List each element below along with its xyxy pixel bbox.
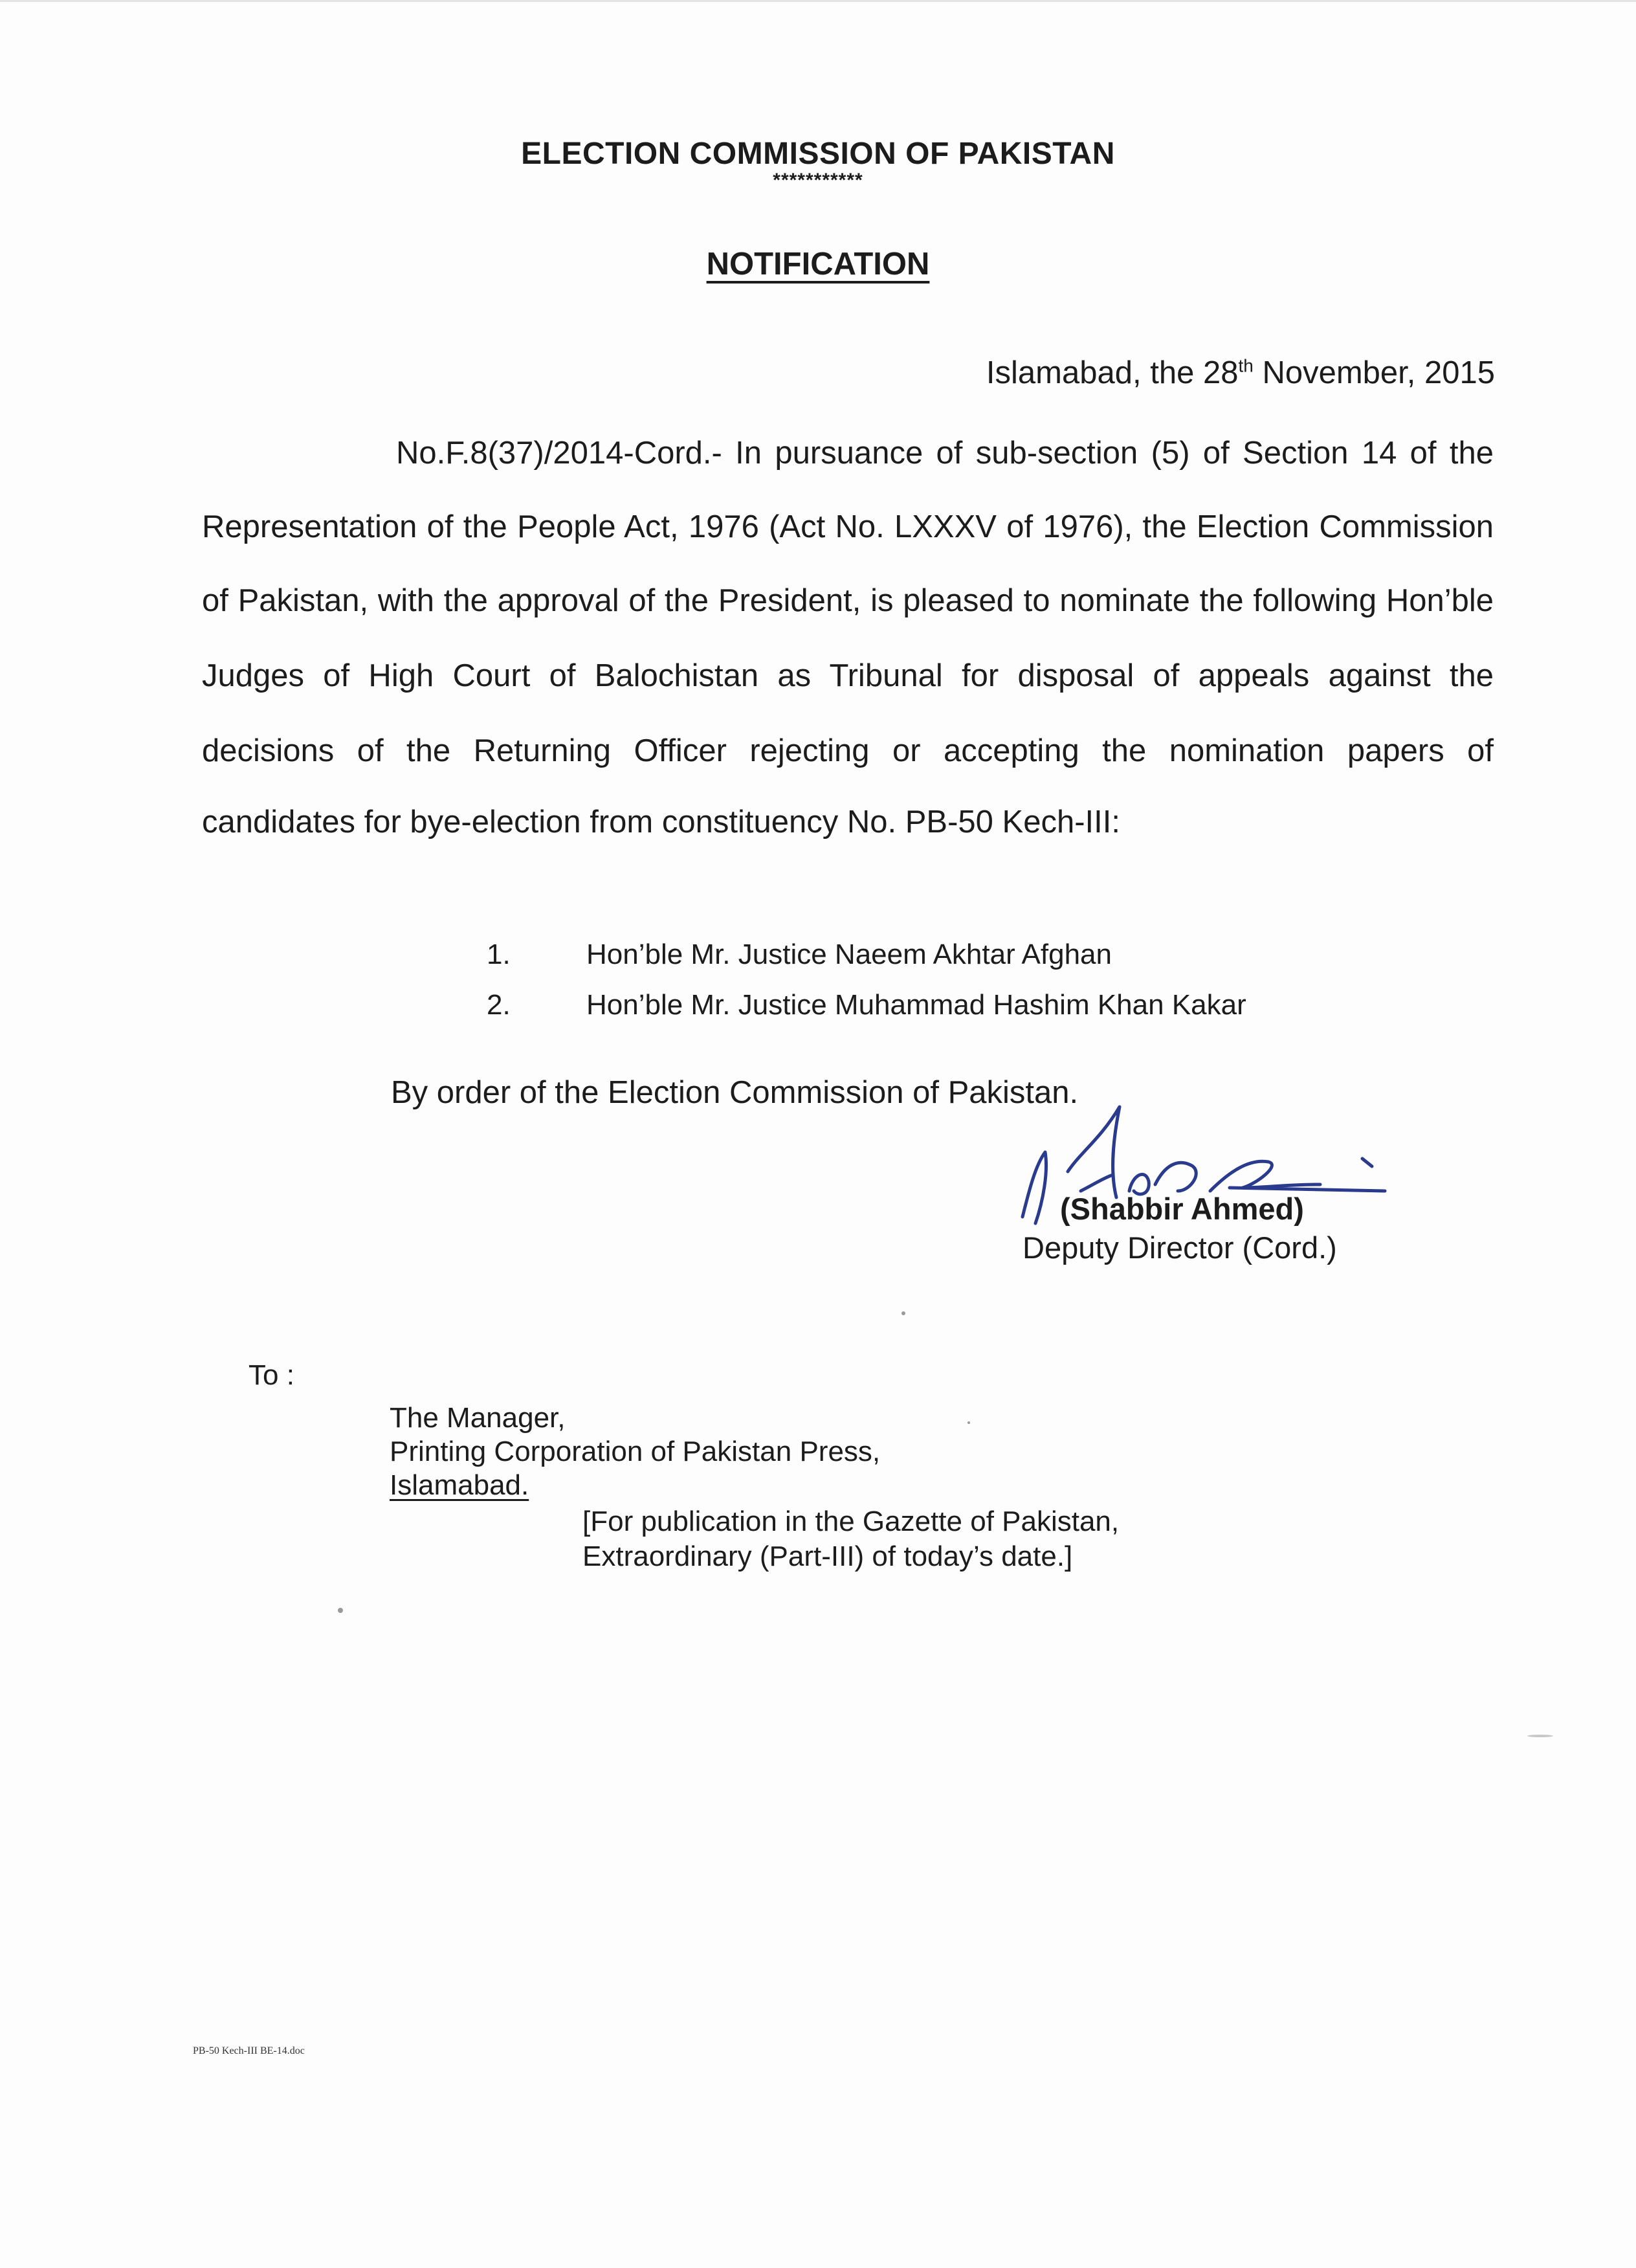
notification-title-text: NOTIFICATION — [706, 247, 930, 282]
body-line-4: Judges of High Court of Balochistan as Tribunal for disposal of appeals against the — [202, 658, 1494, 693]
notification-title — [0, 246, 1636, 282]
date-line — [986, 355, 1495, 391]
recipient-line-2: Printing Corporation of Pakistan Press, — [390, 1436, 881, 1467]
date-suffix: November, 2015 — [1253, 355, 1495, 390]
body-line-5: decisions of the Returning Officer rejecting or accepting the nomination papers of — [202, 733, 1494, 768]
to-label: To : — [249, 1359, 294, 1391]
judge-number: 2. — [487, 989, 511, 1021]
judge-name: Hon’ble Mr. Justice Naeem Akhtar Afghan — [586, 939, 1112, 970]
recipient-line-1: The Manager, — [390, 1402, 566, 1434]
publication-note-line-1: [For publication in the Gazette of Pakistan, — [582, 1506, 1120, 1537]
body-line-6: candidates for bye-election from constituency No. PB-50 Kech-III: — [202, 805, 1120, 839]
scan-speck — [901, 1311, 905, 1315]
recipient-line-3: Islamabad. — [390, 1469, 529, 1501]
judge-item-2 — [487, 989, 1246, 1021]
judge-name: Hon’ble Mr. Justice Muhammad Hashim Khan Kakar — [586, 989, 1246, 1021]
body-line-2: Representation of the People Act, 1976 (Act No. LXXXV of 1976), the Election Commission — [202, 509, 1494, 544]
date-prefix: Islamabad, the 28 — [986, 355, 1239, 390]
scan-speck — [1527, 1735, 1553, 1737]
scan-speck — [967, 1421, 970, 1424]
body-line-3: of Pakistan, with the approval of the President, is pleased to nominate the following Hon’ble — [202, 583, 1494, 618]
file-reference: PB-50 Kech-III BE-14.doc — [193, 2045, 305, 2056]
judge-item-1 — [487, 939, 1112, 971]
date-superscript: th — [1238, 355, 1254, 376]
judge-number: 1. — [487, 939, 511, 970]
order-line: By order of the Election Commission of Pakistan. — [391, 1075, 1079, 1110]
scan-speck — [338, 1608, 343, 1613]
org-heading: ELECTION COMMISSION OF PAKISTAN — [521, 137, 1115, 171]
body-line-1: No.F.8(37)/2014-Cord.- In pursuance of sub-section (5) of Section 14 of the — [396, 436, 1494, 471]
signatory-designation: Deputy Director (Cord.) — [1022, 1230, 1337, 1265]
signatory-name: (Shabbir Ahmed) — [1060, 1192, 1304, 1226]
heading-stars: *********** — [773, 170, 863, 191]
publication-note-line-2: Extraordinary (Part-III) of today’s date.] — [582, 1540, 1073, 1572]
